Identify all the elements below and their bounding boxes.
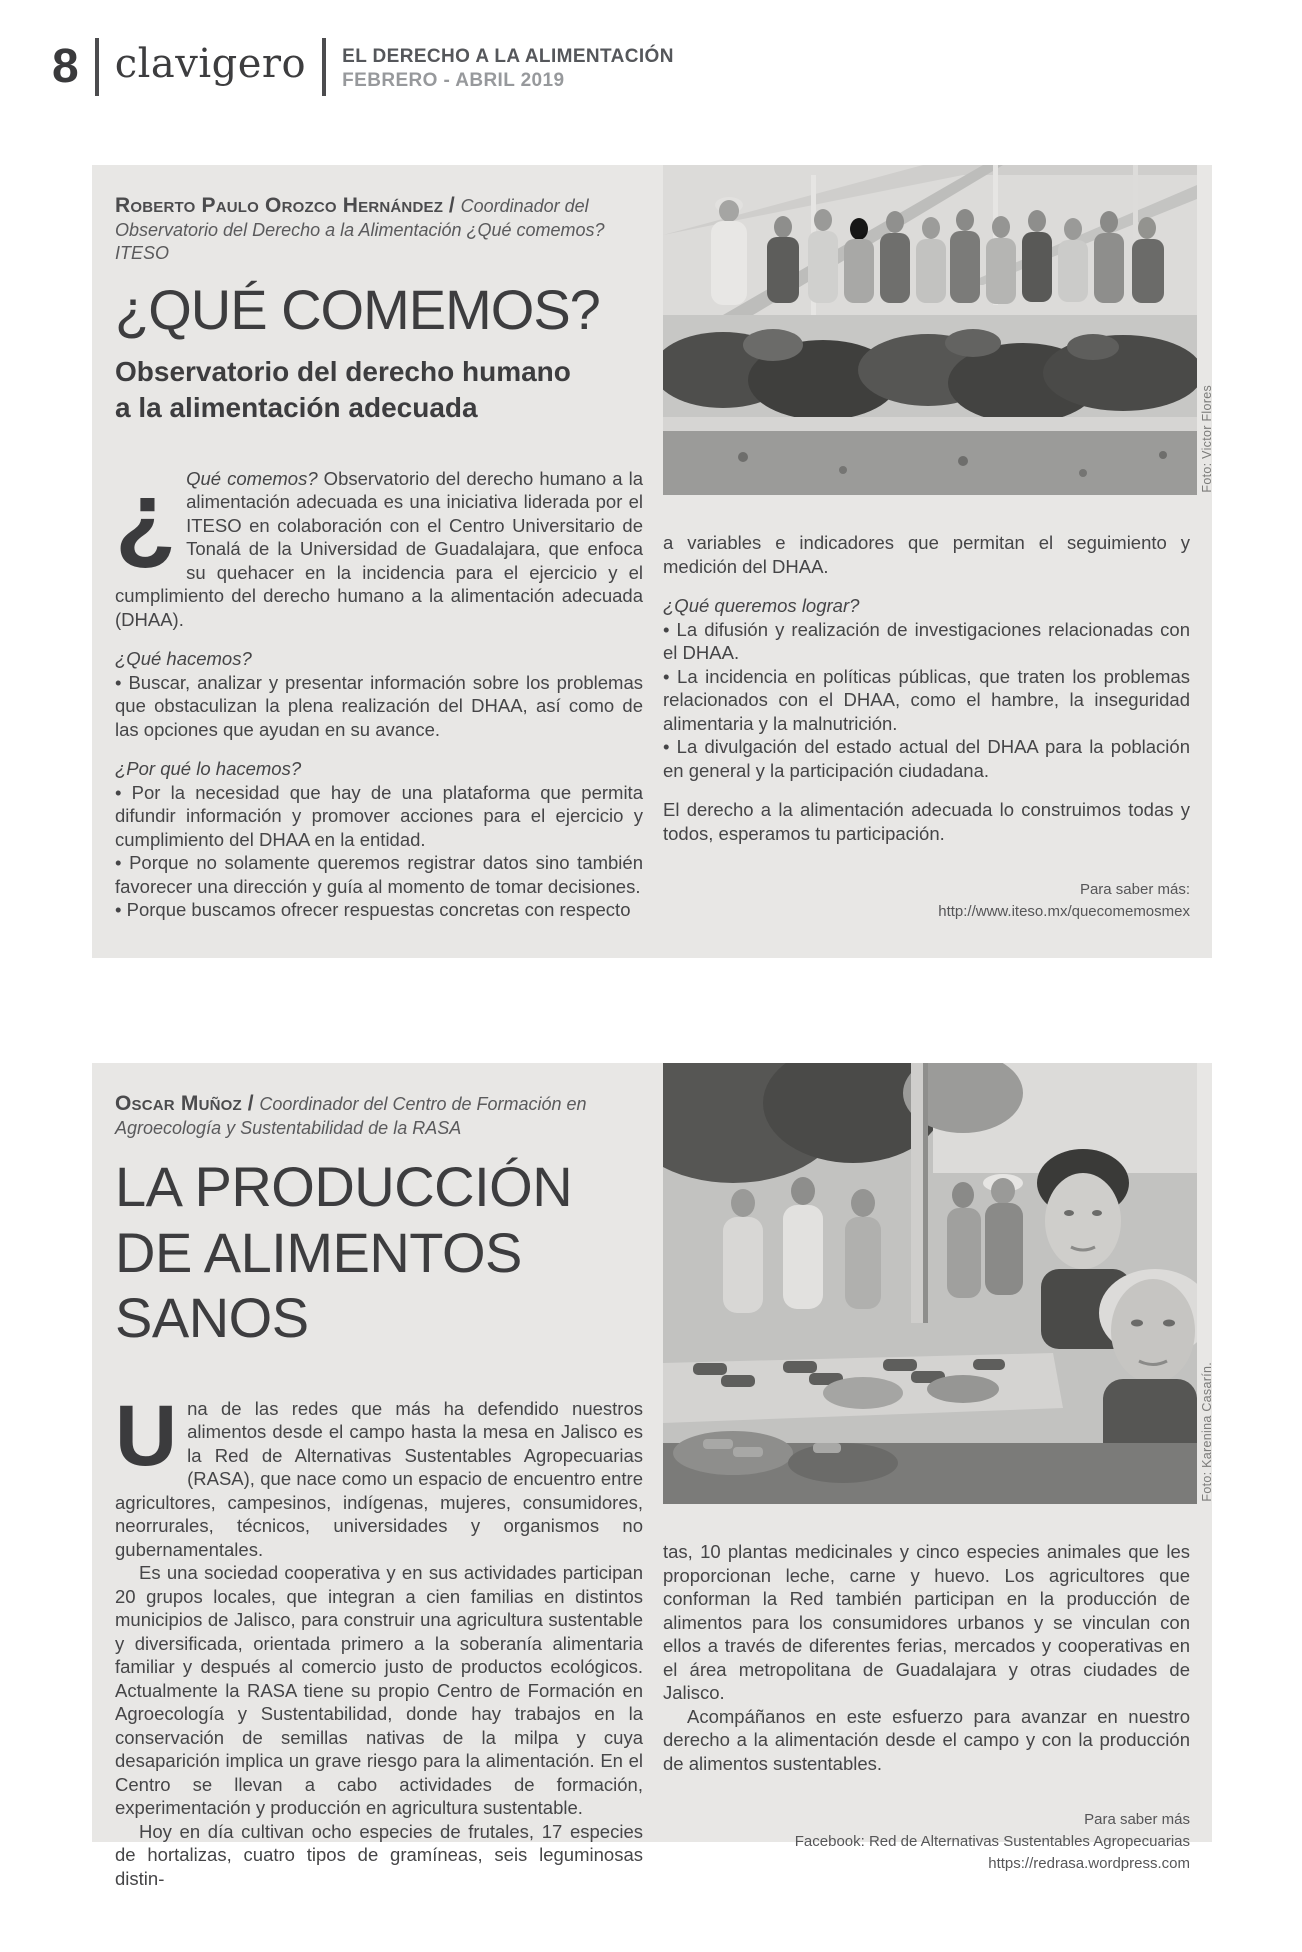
section-heading-what: ¿Qué hacemos? [115,648,252,670]
more-label: Para saber más: [1079,881,1190,898]
author-role: Coordinador del Observatorio del Derecho a la Alimentación ¿Qué comemos? ITESO [115,196,605,264]
author-name: Roberto Paulo Orozco Hernández [115,194,444,217]
section-title: EL DERECHO A LA ALIMENTACIÓN [342,46,674,68]
bullet-item: • Por la necesidad que hay de una plataforma que permita difundir información y promover acciones para el ejercicio y cumplimiento del DHAA en la entidad. [115,781,643,850]
more-info-block [663,879,1190,923]
brand-logo: clavigero [114,41,307,87]
paragraph [115,460,643,632]
article2-photo [663,1063,1214,1504]
page-number: 8 [52,40,79,93]
masthead [52,34,674,100]
section-heading-goal: ¿Qué queremos lograr? [663,595,860,616]
paragraph-text: Observatorio del derecho humano a la alimentación adecuada es una iniciativa liderada por el ITESO en colaboración con el Centro Universitario de Tonalá de la Universidad de Guadalajara, que enfoca su quehacer en la incidencia para el ejercicio y el cumplimiento del derecho humano a la alimentación adecuada (DHAA). [115,467,643,630]
article1-left-column [115,193,643,922]
article1-subtitle: Observatorio del derecho humano a la alimentación adecuada [115,355,571,424]
article1-right-column [663,531,1190,923]
article2-title [115,1154,643,1351]
masthead-divider [95,38,99,96]
byline [115,1091,643,1140]
title-line: SANOS [115,1286,309,1350]
market-scene-photo [663,1063,1197,1504]
masthead-section [342,41,674,93]
lead-phrase: Qué comemos? [186,467,318,489]
masthead-divider-2 [322,38,326,96]
paragraph-text: na de las redes que más ha defendido nuestros alimentos desde el campo hasta la mesa en Jalisco es la Red de Alternativas Sustentables Agropecuarias (RASA), que nace como un espacio de encuentro entre agricultores, campesinos, indígenas, mujeres, consumidores, neorrurales, técnicos, universidades y organismos no gubernamentales. [115,1397,643,1560]
photo-credit: Foto: Karenina Casarín. [1200,1362,1214,1502]
article-produccion-alimentos [92,1063,1214,1889]
title-line: LA PRODUCCIÓN [115,1155,573,1219]
paragraph: a variables e indicadores que permitan el seguimiento y medición del DHAA. [663,532,1190,577]
bullet-item: • La incidencia en políticas públicas, que traten los problemas relacionados con el DHAA, como el hambre, la inseguridad alimentaria y la malnutrición. [663,665,1190,734]
article2-right-column [663,1540,1190,1874]
more-label: Para saber más [1084,1811,1190,1828]
garden-crowd-photo [663,165,1197,495]
bullet-item: • Porque buscamos ofrecer respuestas concretas con respecto [115,899,631,921]
paragraph: Acompáñanos en este esfuerzo para avanzar en nuestro derecho a la alimentación desde el campo y con la producción de alimentos sustentables. [663,1705,1190,1774]
byline [115,193,643,265]
byline-slash: / [443,194,461,217]
more-url: http://www.iteso.mx/quecomemosmex [938,902,1190,920]
byline-slash: / [241,1092,260,1115]
bullet-item: • Porque no solamente queremos registrar datos sino también favorecer una dirección y guía al momento de tomar decisiones. [115,852,643,897]
paragraph: Hoy en día cultivan ocho especies de frutales, 17 especies de hortalizas, cuatro tipos de gramíneas, seis leguminosas distin- [115,1820,643,1889]
photo-credit: Foto: Victor Flores [1200,385,1214,493]
paragraph: tas, 10 plantas medicinales y cinco especies animales que les proporcionan leche, carne y huevo. Los agricultores que conforman la Red también participan en la producción de alimentos para los consumidores urbanos y se vinculan con ellos a través de diferentes ferias, mercados y cooperativas en el área metropolitana de Guadalajara y otras ciudades de Jalisco. [663,1541,1190,1703]
article1-photo [663,165,1214,495]
more-url: https://redrasa.wordpress.com [988,1854,1190,1872]
paragraph [115,1387,643,1562]
article-que-comemos [92,165,1212,958]
section-heading-why: ¿Por qué lo hacemos? [115,758,302,780]
title-line: DE ALIMENTOS [115,1220,522,1284]
author-role: Coordinador del Centro de Formación en Agroecología y Sustentabilidad de la RASA [115,1094,587,1139]
paragraph: Es una sociedad cooperativa y en sus actividades participan 20 grupos locales, que integran a cien familias en distintos municipios de Jalisco, para construir una agricultura sustentable y diversificada, orientada primero a la soberanía alimentaria familiar y después al comercio justo de productos ecológicos. Actualmente la RASA tiene su propio Centro de Formación en Agroecología y Sustentabilidad, donde hay trabajos en la conservación de semillas nativas de la milpa y cuya desaparición implica un grave riesgo para la alimentación. En el Centro se llevan a cabo actividades de formación, experimentación y producción en agricultura sustentable. [115,1562,643,1819]
article2-left-column [115,1091,643,1890]
bullet-item: • La difusión y realización de investigaciones relacionadas con el DHAA. [663,618,1190,663]
issue-date: FEBRERO - ABRIL 2019 [342,70,565,91]
bullet-item: • Buscar, analizar y presentar información sobre los problemas que obstaculizan la plena realización del DHAA, así como de las opciones que ayudan en su avance. [115,671,643,740]
closing-paragraph: El derecho a la alimentación adecuada lo construimos todas y todos, esperamos tu participación. [663,799,1190,844]
author-name: Oscar Muñoz [115,1092,242,1115]
article1-title: ¿QUÉ COMEMOS? [115,278,600,342]
drop-cap: ¿ [115,460,177,573]
bullet-item: • La divulgación del estado actual del DHAA para la población en general y la participación ciudadana. [663,736,1190,781]
more-info-block [663,1809,1190,1874]
drop-cap: U [115,1387,178,1484]
more-facebook: Facebook: Red de Alternativas Sustentables Agropecuarias [794,1832,1190,1850]
